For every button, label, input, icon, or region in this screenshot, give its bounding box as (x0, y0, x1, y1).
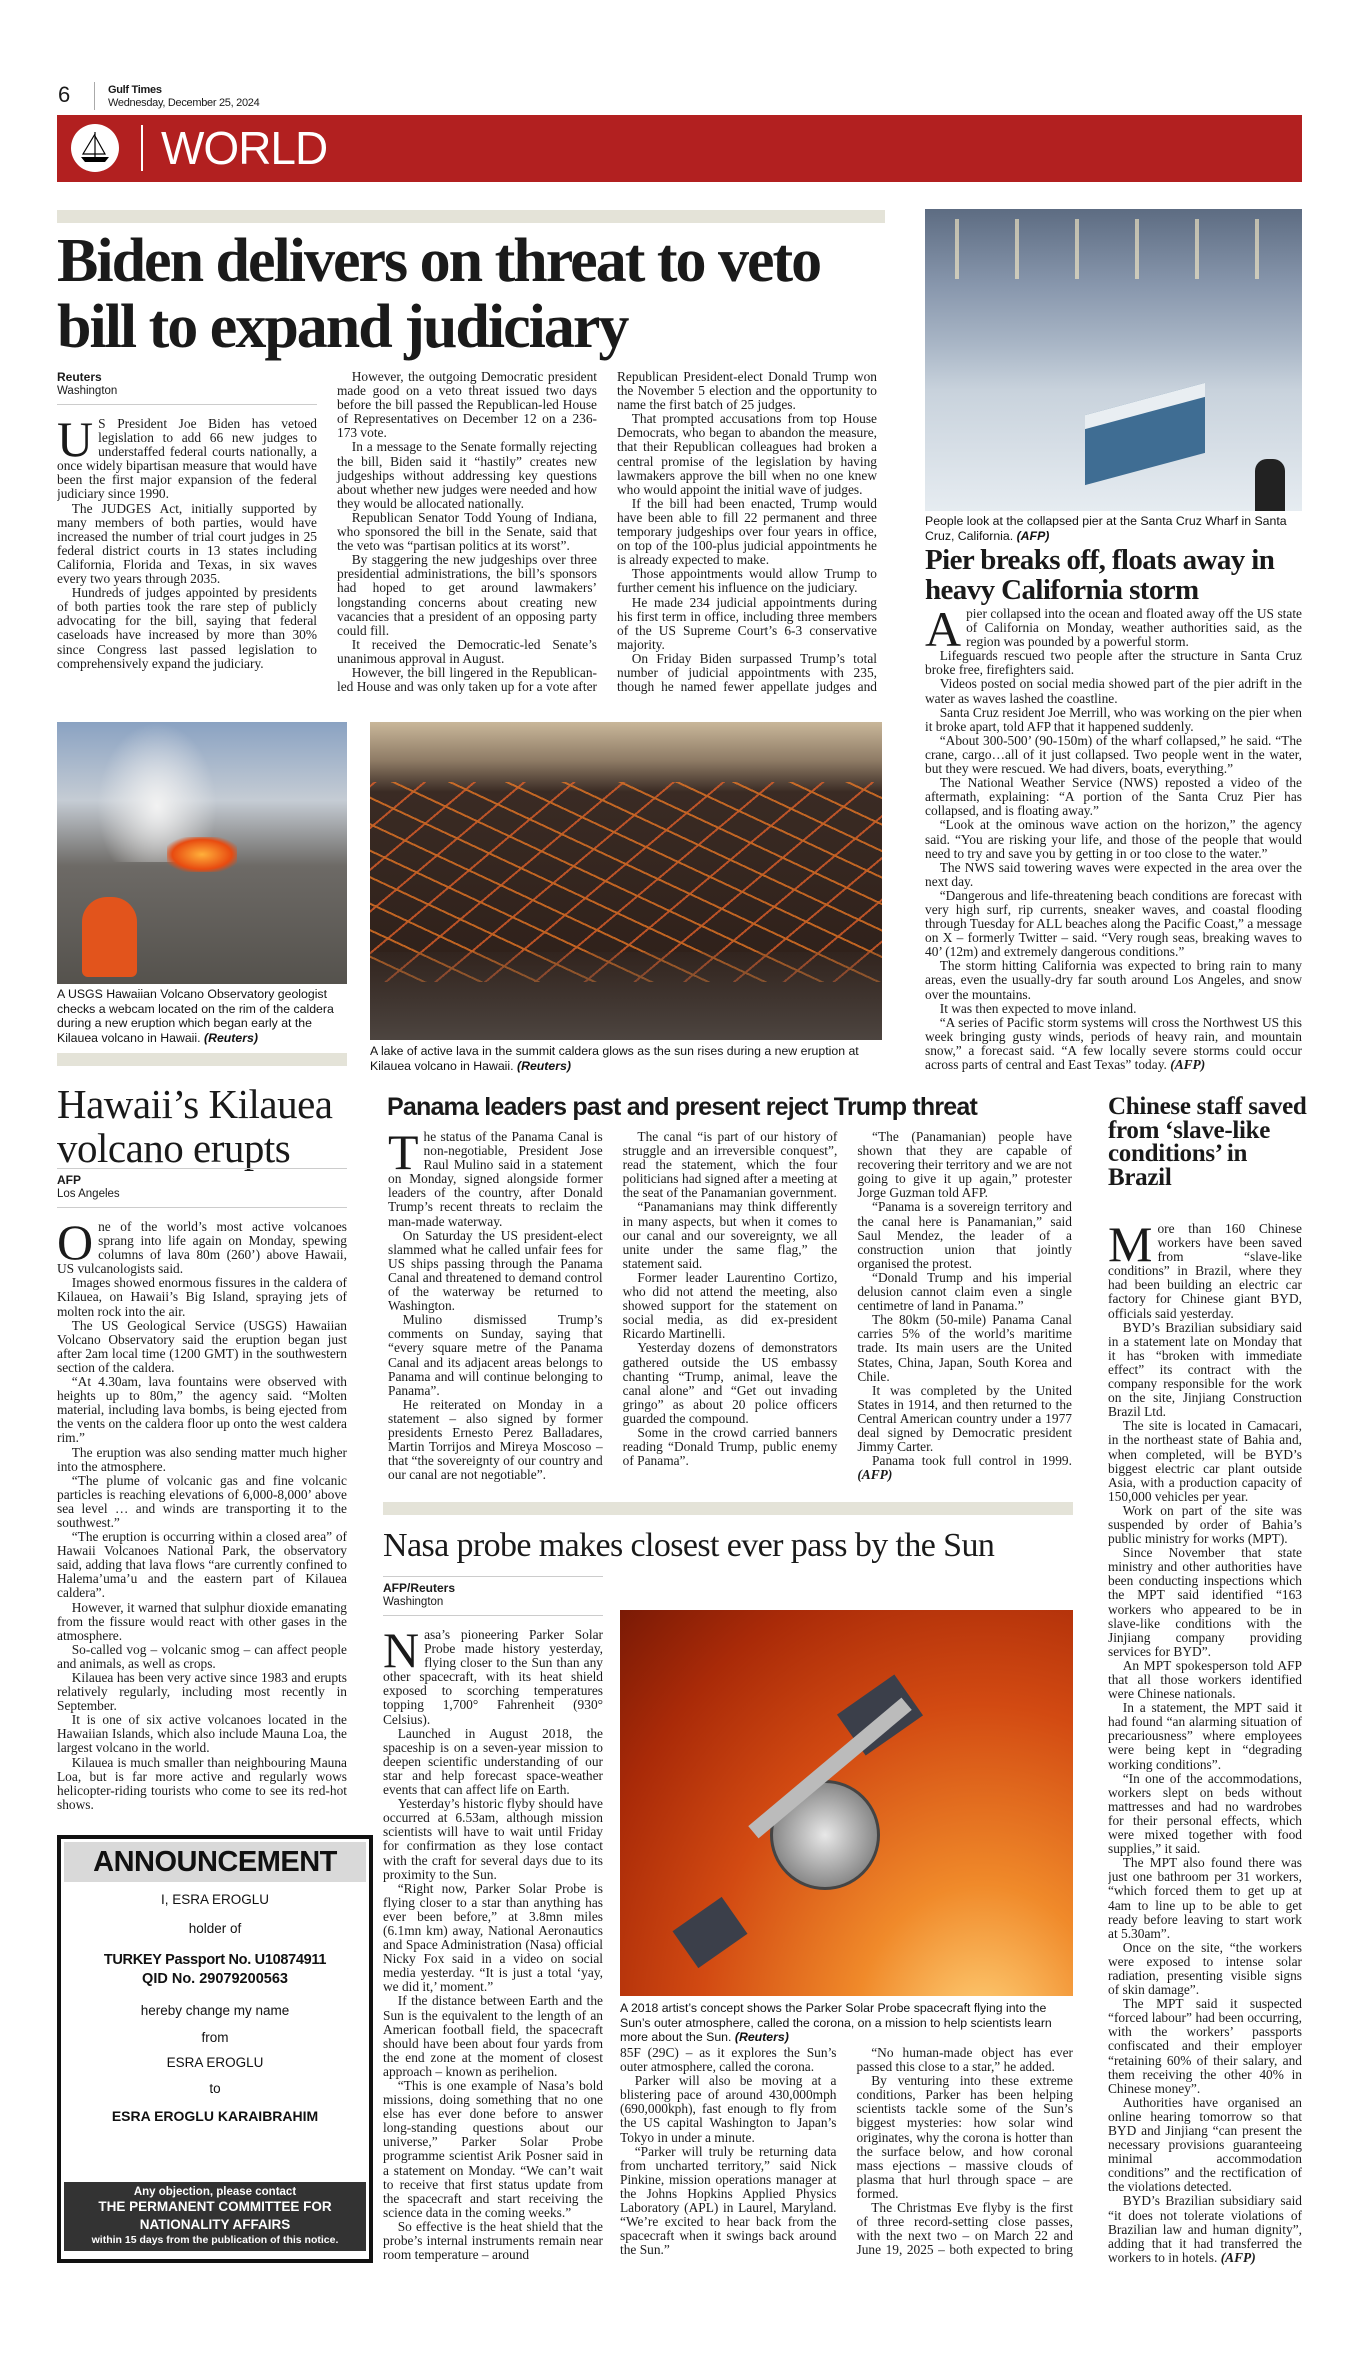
paragraph (857, 1384, 1072, 1454)
section-rule (383, 1502, 1073, 1515)
paragraph-text: The eruption was also sending matter much higher into the atmosphere. (57, 1444, 347, 1474)
paragraph (925, 776, 1302, 818)
hawaii-headline: Hawaii’s Kilauea volcano erupts (57, 1081, 333, 1171)
biden-article-body (57, 370, 877, 695)
pier-article-body (925, 607, 1302, 1082)
announcement-line: I, ESRA EROGLU (160, 1892, 270, 1907)
paragraph-text: Yesterday’s historic flyby should have occurred at 6.53am, although mission scientists will have to wait until Friday for confirmation as they lose contact with the craft for several days due to its proximity to the Sun. (383, 1796, 603, 1882)
paragraph (1108, 1419, 1302, 1504)
paragraph-text: By venturing into these extreme conditions, Parker has been helping scientists tackle some of the Sun’s biggest mysteries: how solar wind originates, why the corona is hotter than the surface below, and how coronal mass ejections – massive clouds of plasma that hurl through space – are formed. (856, 2073, 1073, 2201)
section-rule (57, 210, 885, 223)
paragraph (383, 1797, 603, 1882)
paragraph (57, 1601, 347, 1643)
paragraph-text: The status of the Panama Canal is non-negotiable, President Jose Raul Mulino said in a statement on Monday, signed alongside former leaders of the country, after Donald Trump’s recent threats to reclaim the man-made waterway. (388, 1130, 603, 1229)
paragraph (925, 677, 1302, 705)
paragraph-text: Hundreds of judges appointed by presidents of both parties took the rare step of publicly advocating for the bill, saying that federal caseloads have increased by more than 30% since Congress last passed legislation to comprehensively expand the judiciary. (57, 585, 317, 671)
caption-text: A USGS Hawaiian Volcano Observatory geologist checks a webcam located on the rim of the caldera during a new eruption which began early at the Kilauea volcano in Hawaii. (57, 987, 334, 1045)
paragraph-text: Since November that state ministry and other authorities have been conducting inspections which the MPT said identified “163 workers who appeared to be in slave-like conditions with the Jinjiang company providing services for BYD”. (1108, 1545, 1302, 1659)
paragraph-text: “Look at the ominous wave action on the horizon,” the agency said. “You are risking your life, and those of the people that would need to try and save you by getting in or too close to the water.” (925, 817, 1302, 861)
paragraph-text: He made 234 judicial appointments during his first term in office, including three members of the US Supreme Court’s 6-3 conservative majority. (617, 594, 877, 652)
pier-photo-caption (925, 514, 1302, 543)
paragraph (620, 2074, 837, 2144)
paragraph-text: Santa Cruz resident Joe Merrill, who was working on the pier when it broke apart, told AFP that it happened suddenly. (925, 704, 1302, 734)
paragraph-text: Launched in August 2018, the spaceship is on a seven-year mission to deepen scientific understanding of our star and help forecast space-weather events that can affect life on Earth. (383, 1725, 603, 1798)
caption-text: A 2018 artist’s concept shows the Parker Solar Probe spacecraft flying into the Sun’s outer atmosphere, called the corona, on a mission to help scientists learn more about the Sun. (620, 2001, 1052, 2044)
biden-headline: Biden delivers on threat to veto bill to expand judiciary (57, 227, 821, 361)
parker-photo-caption (620, 2001, 1073, 2045)
paragraph-text: Work on part of the site was suspended by order of Bahia’s public ministry for works (MPT). (1108, 1502, 1302, 1547)
paragraph-text: Some in the crowd carried banners reading “Donald Trump, public enemy of Panama”. (622, 1424, 838, 1469)
paragraph (857, 1313, 1072, 1383)
lava-photo-caption (370, 1044, 882, 1073)
paragraph (925, 607, 1302, 657)
paragraph (57, 1446, 347, 1474)
paragraph-text: Nasa’s pioneering Parker Solar Probe made history yesterday, flying closer to the Sun than any other spacecraft, with its heat shield exposed to scorching temperatures topping 1,700° Fahrenheit (930° Celsius). (383, 1622, 603, 1727)
paragraph (925, 649, 1302, 677)
paragraph-text: Authorities have organised an online hearing tomorrow so that BYD and Jinjiang “can present the necessary provisions guaranteeing minimal accommodation conditions” and the rectification of the violations detected. (1108, 2094, 1302, 2195)
paragraph-text: It was then expected to move inland. (939, 1000, 1137, 1016)
article-paragraphs (57, 1214, 347, 1812)
paragraph (925, 818, 1302, 860)
paragraph (388, 1313, 603, 1398)
announcement-old-name: ESRA EROGLU (166, 2055, 264, 2070)
paragraph-text: Lifeguards rescued two people after the structure in Santa Cruz broke free, firefighters said. (925, 648, 1302, 678)
paragraph-text: More than 160 Chinese workers have been saved from “slave-like conditions” in Brazil, where they had been building an electric car factory for Chinese giant BYD, officials said yesterday. (1108, 1222, 1302, 1321)
paragraph-text: The National Weather Service (NWS) reposted a video of the aftermath, explaining: “A portion of the Santa Cruz Pier has collapsed, and is floating away.” (925, 775, 1302, 819)
paragraph (337, 638, 597, 666)
paragraph-text: An MPT spokesperson told AFP that all those workers identified were Chinese nationals. (1108, 1657, 1302, 1702)
byline (57, 1168, 347, 1208)
paragraph (388, 1398, 603, 1483)
crater-rim (370, 952, 882, 1040)
paragraph-text: The US Geological Service (USGS) Hawaiian Volcano Observatory said the eruption began just after 2am local time (1200 GMT) in the southwestern section of the caldera. (57, 1317, 347, 1375)
paragraph-text: “Panama is a sovereign territory and the canal here is Panamanian,” said Saul Mendez, the leader of a construction union that jointly organised the protest. (857, 1199, 1072, 1271)
paragraph (1108, 1659, 1302, 1701)
paragraph-text: The JUDGES Act, initially supported by many members of both parties, would have increased the number of trial court judges in 25 federal district courts in 13 states including California, Florida and Texas, in six waves every two years through 2035. (57, 500, 317, 587)
caption-credit: (AFP) (1016, 528, 1050, 543)
paragraph-text: The MPT said it suspected “forced labour” had been occurring, with the workers’ passports confiscated and their employer “retaining 60% of their salary, and them receiving the other 40% in Chinese money”. (1108, 1996, 1302, 2096)
paragraph-text: Apier collapsed into the ocean and floated away off the US state of California on Monday, weather authorities said, as the region was pounded by a powerful storm. (925, 607, 1302, 657)
paragraph-text: Parker will also be moving at a blistering pace of around 430,000mph (690,000kph), fast enough to fly from the US capital Washington to Japan’s Tokyo in under a minute. (620, 2073, 837, 2145)
paragraph-text: US President Joe Biden has vetoed legislation to add 66 new judges to understaffed federal courts nationally, a once widely bipartisan measure that would have been the first major expansion of the federal judiciary since 1990. (57, 411, 317, 502)
paragraph (857, 2046, 1074, 2074)
paragraph-text: “About 300-500’ (90-150m) of the wharf collapsed,” he said. “The crane, cargo…all of it just collapsed. Two people went in the water, but they were rescued. We had divers, boats, everything.” (925, 732, 1302, 777)
paragraph (57, 411, 317, 502)
paragraph (623, 1271, 838, 1341)
announcement-line: from (201, 2030, 229, 2045)
byline-dateline: Washington (57, 385, 118, 397)
collapsed-building (1085, 383, 1205, 485)
announcement-line: to (209, 2081, 221, 2096)
article-credit: (AFP) (1170, 1057, 1206, 1072)
paragraph-text: “The plume of volcanic gas and fine volcanic particles is reaching elevations of 6,000-8,000’ above sea level … and winds are transporting it to the southwest.” (57, 1472, 347, 1530)
paper-name: Gulf Times (108, 84, 162, 96)
paragraph-text: Republican Senator Todd Young of Indiana, who sponsored the bill in the Senate, said that the veto was “partisan politics at its worst”. (337, 509, 597, 554)
paragraph (857, 1271, 1072, 1313)
byline-agency: AFP/Reuters (383, 1581, 456, 1595)
paragraph (57, 1671, 347, 1713)
paragraph (57, 502, 317, 587)
paragraph-text: BYD’s Brazilian subsidiary said in a statement late on Monday that it has “broken with immediate effect” its contract with the company responsible for the work on the site, Jinjiang Construction Brazil Ltd. (1108, 1319, 1302, 1420)
paragraph (1108, 1941, 1302, 1997)
paragraph-text: The 80km (50-mile) Panama Canal carries 5% of the world’s maritime trade. Its main users are the United States, China, Japan, South Korea and Chile. (857, 1312, 1072, 1384)
paragraph (925, 706, 1302, 734)
probe-solar-panel (673, 1897, 748, 1968)
paragraph (617, 412, 877, 497)
footer-line: Any objection, please contact (133, 2186, 297, 2198)
paragraph (57, 1375, 347, 1445)
paragraph-text: Mulino dismissed Trump’s comments on Sunday, saying that “every square metre of the Panama Canal and its adjacent areas belongs to Panama and will continue belonging to Panama”. (388, 1312, 603, 1398)
paragraph-text: Videos posted on social media showed part of the pier adrift in the water as waves lashed the coastline. (925, 676, 1302, 706)
paragraph-text: “In one of the accommodations, workers slept on beds without mattresses and had no wardrobes for their personal effects, which were mixed together with food supplies,” it said. (1108, 1770, 1302, 1857)
paragraph (617, 567, 877, 595)
panama-headline: Panama leaders past and present reject Trump threat (387, 1093, 977, 1121)
paragraph-text: That prompted accusations from top House Democrats, who began to abandon the measure, that their Republican colleagues had broken a central promise of the legislation by having lawmakers approve the bill when no one knew who would appoint the initial wave of judges. (617, 411, 877, 497)
paragraph (623, 1426, 838, 1468)
paragraph (1108, 1321, 1302, 1420)
paragraph-text: If the distance between Earth and the Sun is the equivalent to the length of an American football field, the spacecraft should have been about four yards from the end zone at the moment of closest approach – known as perihelion. (383, 1993, 603, 2079)
paragraph-text: It was completed by the United States in 1914, and then returned to the Central American country under a 1977 deal signed by Democratic president Jimmy Carter. (857, 1382, 1072, 1455)
caption-text: People look at the collapsed pier at the Santa Cruz Wharf in Santa Cruz, California. (925, 514, 1287, 543)
caption-text: A lake of active lava in the summit caldera glows as the sun rises during a new eruption at Kilauea volcano in Hawaii. (370, 1044, 859, 1073)
hawaii-article-body (57, 1168, 347, 1836)
paragraph (1108, 1856, 1302, 1941)
byline-dateline: Los Angeles (57, 1188, 120, 1200)
byline-agency: AFP (57, 1173, 81, 1187)
paragraph (857, 1200, 1072, 1270)
section-title: WORLD (161, 122, 328, 174)
paragraph (57, 1530, 347, 1600)
byline (57, 370, 317, 405)
paragraph-text: The storm hitting California was expected to bring rain to many areas, even the usually-dry far south around Los Angeles, and snow over the mountains. (925, 958, 1302, 1002)
paragraph (1108, 1701, 1302, 1771)
paragraph (617, 596, 877, 652)
paragraph-text: Kilauea is much smaller than neighbouring Mauna Loa, but is far more active and regularly wows helicopter-riding tourists who come to see its red-hot shows. (57, 1754, 347, 1812)
paragraph-text: The site is located in Camacari, in the northeast state of Bahia and, when completed, will be BYD’s biggest electric car plant outside Asia, with a production capacity of 150,000 vehicles per year. (1108, 1418, 1302, 1504)
article-paragraphs (620, 2046, 1073, 2282)
paragraph-text: He reiterated on Monday in a statement – also signed by former presidents Ernesto Perez Balladares, Martin Torrijos and Mireya Moscoso – that “the sovereignty of our country and our canal are not negotiable”. (388, 1396, 603, 1483)
caption-credit: (Reuters) (516, 1058, 571, 1073)
person-silhouette (1255, 459, 1285, 511)
geologist-figure (82, 897, 137, 977)
pier-photo (925, 209, 1302, 511)
article-paragraphs (388, 1130, 1072, 1490)
paragraph (57, 1214, 347, 1277)
pier-lights (925, 219, 1302, 279)
paragraph (1108, 1772, 1302, 1857)
section-rule (57, 1053, 347, 1066)
masthead-divider (94, 82, 95, 110)
paragraph-text: The Christmas Eve flyby is the first of three record-setting close passes, with the next two – on March 22 and June 19, 2025 – both expected to bring (856, 2200, 1073, 2258)
paragraph-text: “A series of Pacific storm systems will cross the Northwest US this week bringing gusty winds, periods of heavy rain, and mountain snow,” a forecast said. “A few locally severe storms could occur across parts of central and East Texas” today. (925, 1014, 1302, 1072)
paragraph (337, 511, 597, 553)
caption-credit: (Reuters) (203, 1030, 258, 1045)
paragraph (1108, 1546, 1302, 1659)
paragraph (1108, 2096, 1302, 2195)
paragraph (1108, 2194, 1302, 2264)
paragraph (925, 1016, 1302, 1072)
lava-lake-photo (370, 722, 882, 1040)
section-banner (57, 115, 1302, 182)
issue-date: Wednesday, December 25, 2024 (108, 97, 260, 109)
paragraph-text: It received the Democratic-led Senate’s unanimous approval in August. (337, 636, 597, 666)
dhow-logo-icon (71, 124, 119, 172)
paragraph-text: “The eruption is occurring within a closed area” of Hawaii Volcanoes National Park, the observatory said, adding that lava flows “are currently confined to Halema’uma’u and the eastern part of Kilauea caldera”. (57, 1529, 347, 1601)
paragraph-text: Those appointments would allow Trump to further cement his influence on the judiciary. (617, 566, 877, 596)
paragraph (623, 1341, 838, 1426)
page-number: 6 (58, 82, 71, 107)
paragraph-text: “The (Panamanian) people have shown that they are capable of recovering their territory and we are not going to give it up again,” protester Jorge Guzman told AFP. (857, 1130, 1072, 1201)
paragraph-text: So effective is the heat shield that the probe’s internal instruments remain near room temperature – around (383, 2218, 603, 2263)
paragraph-text: On Friday Biden surpassed Trump’s total number of judicial appointments with 235, though he named fewer appellate judges and (617, 650, 877, 695)
paragraph-text: “This is one example of Nasa’s bold missions, doing something that no one else has ever done before to answer long-standing questions about our universe,” Parker Solar Probe programme scientist Arik Posner said in a statement on Monday. “We can’t wait to receive that first status update from the spacecraft and start receiving the science data in the coming weeks.” (383, 2078, 603, 2220)
paragraph (623, 1200, 838, 1270)
announcement-footer (64, 2182, 366, 2251)
paragraph-text: One of the world’s most active volcanoes sprang into life again on Monday, spewing columns of lava 80m (260’) above Hawaii, US vulcanologists said. (57, 1214, 347, 1277)
paragraph (388, 1130, 603, 1229)
paragraph (925, 889, 1302, 959)
paragraph (1108, 1997, 1302, 2096)
paragraph-text: “Donald Trump and his imperial delusion cannot claim even a single centimetre of land in Panama.” (857, 1269, 1072, 1314)
paragraph-text: The MPT also found there was just one bathroom per 31 workers, “which forced them to get up at 4am to line up to be able to get ready before leaving to start work at 5.30am”. (1108, 1855, 1302, 1941)
geologist-photo (57, 722, 347, 984)
paragraph-text: On Saturday the US president-elect slammed what he called unfair fees for US ships passing through the Panama Canal and threatened to demand control of the waterway be returned to Washington. (388, 1227, 603, 1314)
announcement-line: hereby change my name (140, 2003, 290, 2018)
paragraph (620, 2145, 837, 2258)
paragraph-text: By staggering the new judgeships over three presidential administrations, the bill’s sponsors had hoped to get around lawmakers’ longstanding concerns about creating new vacancies that a president of an opposing party could fill. (337, 552, 597, 638)
paragraph (57, 1643, 347, 1671)
paragraph (57, 1319, 347, 1375)
paragraph (57, 1713, 347, 1755)
paragraph (337, 440, 597, 510)
paragraph-text: 85F (29C) – as it explores the Sun’s outer atmosphere, called the corona. (620, 2046, 837, 2075)
article-paragraphs (1108, 1222, 1302, 2265)
article-paragraphs (57, 370, 877, 695)
paragraph-text: Images showed enormous fissures in the caldera of Kilauea, on Hawaii’s Big Island, spraying jets of molten rock into the air. (57, 1275, 347, 1319)
paragraph-text: In a statement, the MPT said it had found “an alarming situation of precariousness” where employees were being kept in “degrading working conditions”. (1108, 1700, 1302, 1772)
paragraph-text: It is one of six active volcanoes located in the Hawaiian Islands, which also include Mauna Loa, the largest volcano in the world. (57, 1712, 347, 1756)
paragraph-text: However, it warned that sulphur dioxide emanating from the fissure would react with other gases in the atmosphere. (57, 1599, 347, 1643)
paragraph (617, 497, 877, 567)
nasa-article-body (383, 1576, 603, 2284)
article-credit: (AFP) (857, 1467, 893, 1483)
paragraph-text: The canal “is part of our history of struggle and an irreversible conquest”, read the statement, which the four politicians had signed after a meeting at the seat of the Panamanian government. (622, 1130, 838, 1201)
paragraph (337, 553, 597, 638)
paragraph-text: Yesterday dozens of demonstrators gathered outside the US embassy chanting “Trump, animal, leave the canal alone” and “Get out invading gringo” as about 20 police officers guarded the compound. (622, 1340, 838, 1426)
paragraph (57, 1474, 347, 1530)
announcement-qid: QID No. 29079200563 (142, 1971, 288, 1987)
nasa-headline: Nasa probe makes closest ever pass by the Sun (383, 1527, 995, 1564)
announcement-new-name: ESRA EROGLU KARAIBRAHIM (111, 2108, 319, 2124)
panama-article-body (388, 1130, 1072, 1490)
paragraph (623, 1130, 838, 1200)
paragraph (383, 2220, 603, 2262)
brazil-headline: Chinese staff saved from ‘slave-like conditions’ in Brazil (1108, 1093, 1307, 1191)
byline-dateline: Washington (383, 1596, 444, 1608)
paragraph (925, 1002, 1302, 1016)
paragraph (57, 1276, 347, 1318)
paragraph (57, 586, 317, 671)
brazil-article-body (1108, 1222, 1302, 2282)
paragraph (383, 1727, 603, 1797)
parker-probe-photo (620, 1610, 1073, 1996)
paragraph (925, 959, 1302, 1001)
paragraph (388, 1229, 603, 1314)
paragraph-text: “Right now, Parker Solar Probe is flying closer to a star than anything has ever been before,” at 3.8mn miles (6.1mn km) away, National Aeronautics and Space Administration (Nasa) official Nicky Fox said in a video on social media yesterday. “It is just a total ‘yay, we did it,’ moment.” (383, 1880, 603, 1995)
byline (383, 1576, 603, 1616)
paragraph-text: “Panamanians may think differently in many aspects, but when it comes to our canal and our sovereignty, we all unite under the same flag,” the statement said. (622, 1199, 838, 1271)
paragraph-text: However, the bill lingered in the Republican-led House and was only taken up for a vote after Republican President-elect Donald Trump won the November 5 election and the opportunity to name the first batch of 25 judges. (337, 370, 877, 695)
paragraph-text: In a message to the Senate formally rejecting the bill, Biden said it “hastily” creates new judgeships without addressing key questions about whether new judges were needed and how they would be allocated nationally. (337, 439, 597, 511)
banner-divider (141, 125, 143, 171)
paragraph (1108, 1504, 1302, 1546)
paragraph-text: Once on the site, “the workers were exposed to intense solar radiation, presenting visible signs of skin damage”. (1108, 1939, 1302, 1998)
announcement-passport: TURKEY Passport No. U10874911 (103, 1952, 327, 1968)
paragraph (383, 1622, 603, 1727)
paragraph (857, 2074, 1074, 2201)
caption-credit: (Reuters) (734, 2030, 789, 2044)
paragraph-text: However, the outgoing Democratic president made good on a veto threat issued two days before the bill passed the Republican-led House of Representatives on December 12 on a 236-173 vote. (337, 370, 597, 441)
paragraph (57, 1756, 347, 1812)
pier-headline: Pier breaks off, floats away in heavy California storm (925, 544, 1275, 606)
paragraph-text: If the bill had been enacted, Trump would have been able to fill 22 permanent and three temporary judgeships over four years in office, on top of the 100-plus judicial appointments he is already expected to make. (617, 495, 877, 568)
paragraph (620, 2046, 837, 2074)
article-paragraphs (925, 607, 1302, 1072)
paragraph-text: BYD’s Brazilian subsidiary said “it does not tolerate violations of Brazilian law and human dignity”, adding that it had transferred the workers to in hotels. (1108, 2193, 1302, 2265)
paragraph-text: The NWS said towering waves were expected in the area over the next day. (925, 859, 1302, 889)
announcement-title: ANNOUNCEMENT (64, 1842, 366, 1882)
paragraph-text: Kilauea has been very active since 1983 and erupts relatively regularly, including most recently in September. (57, 1670, 347, 1714)
paragraph (383, 1994, 603, 2079)
paragraph-text: Panama took full control in 1999. (872, 1453, 1072, 1469)
paragraph-text: So-called vog – volcanic smog – can affect people and animals, as well as crops. (57, 1641, 347, 1671)
paragraph (337, 370, 597, 440)
byline-agency: Reuters (57, 370, 102, 384)
paragraph (1108, 1222, 1302, 1321)
paragraph-text: “No human-made object has ever passed this close to a star,” he added. (856, 2046, 1073, 2075)
announcement-ad (57, 1835, 373, 2263)
paragraph-text: “Parker will truly be returning data from uncharted territory,” said Nick Pinkine, mission operations manager at the Johns Hopkins Applied Physics Laboratory (APL) in Laurel, Maryland. “We’re excited to hear back from the spacecraft when it swings back around the Sun.” (620, 2143, 837, 2258)
footer-committee: THE PERMANENT COMMITTEE FOR NATIONALITY AFFAIRS (98, 2199, 332, 2232)
paragraph-text: Former leader Laurentino Cortizo, who did not attend the meeting, also showed support for the statement on social media, as did ex-president Ricardo Martinelli. (622, 1269, 838, 1342)
article-paragraphs (383, 1622, 603, 2263)
paragraph (925, 734, 1302, 776)
paragraph (925, 861, 1302, 889)
geologist-photo-caption (57, 987, 347, 1045)
paragraph-text: “At 4.30am, lava fountains were observed with heights up to 80m,” the agency said. “Molten material, including lava bombs, is being ejected from the vents on the caldera floor up onto the west caldera rim.” (57, 1374, 347, 1446)
lava-fountain (167, 837, 237, 872)
paragraph (857, 1130, 1072, 1200)
footer-line: within 15 days from the publication of this notice. (91, 2234, 339, 2246)
paragraph (383, 2079, 603, 2220)
paragraph-text: “Dangerous and life-threatening beach conditions are forecast with very high surf, rip currents, sneaker waves, and coastal flooding through Tuesday for ALL beaches along the Pacific Coast,” a message on X – formerly Twitter – said. “Very rough seas, breaking waves to 40’ (12m) and extremely dangerous conditions.” (925, 887, 1302, 960)
paragraph (383, 1882, 603, 1995)
nasa-article-body-continued (620, 2046, 1073, 2282)
article-credit: (AFP) (1220, 2249, 1256, 2265)
paragraph (857, 1454, 1072, 1482)
announcement-line: holder of (188, 1921, 242, 1936)
